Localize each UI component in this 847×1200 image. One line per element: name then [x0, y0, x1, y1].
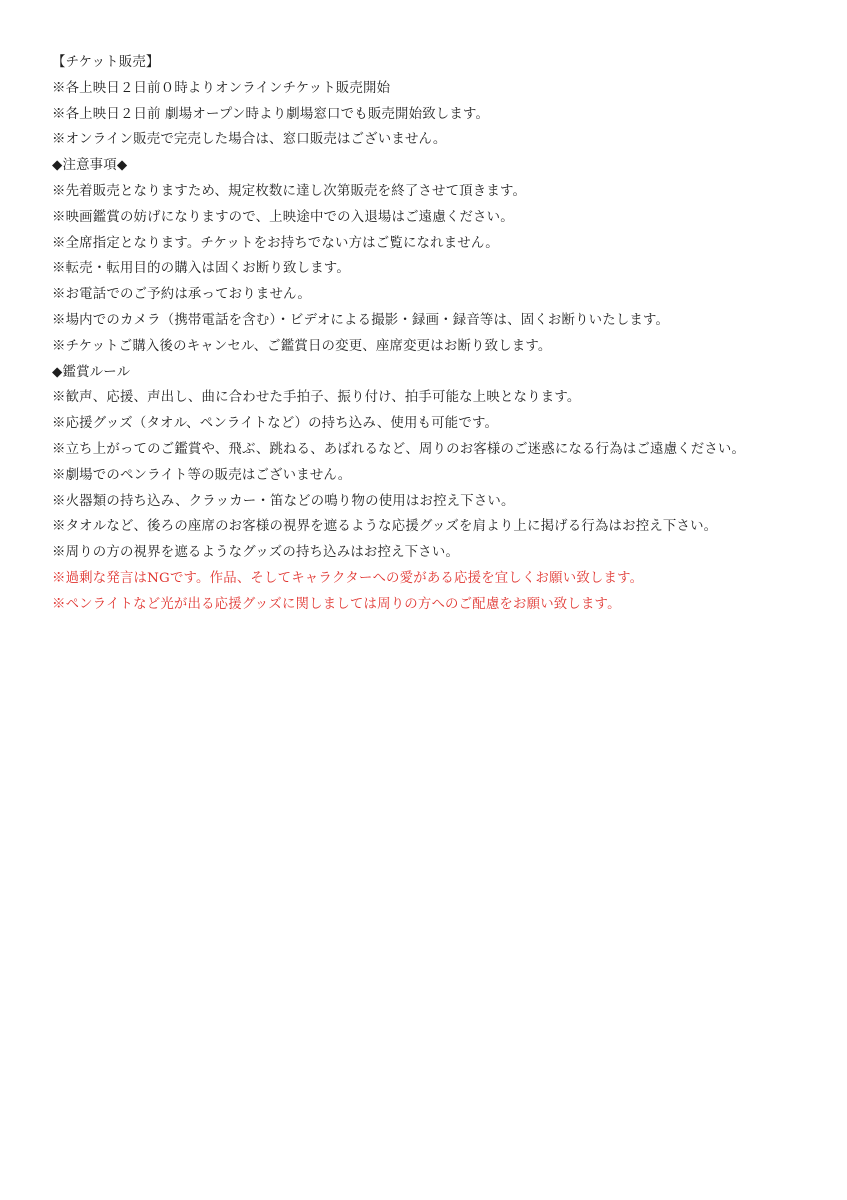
rule-line: ※周りの方の視界を遮るようなグッズの持ち込みはお控え下さい。: [52, 545, 460, 561]
notice-text: [52, 50, 800, 618]
rule-line: ※応援グッズ（タオル、ペンライトなど）の持ち込み、使用も可能です。: [52, 416, 499, 432]
rules-heading: ◆鑑賞ルール: [52, 364, 131, 380]
notes-heading: ◆注意事項◆: [52, 158, 128, 174]
ticket-sales-heading: 【チケット販売】: [52, 55, 160, 70]
note-line: ※チケットご購入後のキャンセル、ご鑑賞日の変更、座席変更はお断り致します。: [52, 338, 552, 354]
rule-line: ※劇場でのペンライト等の販売はございません。: [52, 467, 352, 483]
note-line: ※映画鑑賞の妨げになりますので、上映途中での入退場はご遠慮ください。: [52, 209, 514, 225]
ticket-line: ※各上映日２日前０時よりオンラインチケット販売開始: [52, 80, 391, 96]
rule-line: ※タオルなど、後ろの座席のお客様の視界を遮るような応援グッズを肩より上に掲げる行為はお控え下さい。: [52, 519, 718, 535]
rule-line: ※火器類の持ち込み、クラッカー・笛などの鳴り物の使用はお控え下さい。: [52, 493, 515, 509]
rule-line: ※歓声、応援、声出し、曲に合わせた手拍子、振り付け、拍手可能な上映となります。: [52, 390, 581, 406]
note-line: ※転売・転用目的の購入は固くお断り致します。: [52, 261, 350, 277]
note-line: ※場内でのカメラ（携帯電話を含む）・ビデオによる撮影・録画・録音等は、固くお断りいたします。: [52, 312, 670, 328]
rule-line: ※立ち上がってのご鑑賞や、飛ぶ、跳ねる、あばれるなど、周りのお客様のご迷惑になる行為はご遠慮ください。: [52, 441, 746, 457]
emphasis-line: ※過剰な発言はNGです。作品、そしてキャラクターへの愛がある応援を宜しくお願い致します。: [52, 570, 644, 586]
ticket-line: ※オンライン販売で完売した場合は、窓口販売はございません。: [52, 132, 447, 148]
note-line: ※全席指定となります。チケットをお持ちでない方はご覧になれません。: [52, 235, 499, 251]
note-line: ※先着販売となりますため、規定枚数に達し次第販売を終了させて頂きます。: [52, 183, 527, 199]
emphasis-line: ※ペンライトなど光が出る応援グッズに関しましては周りの方へのご配慮をお願い致します。: [52, 596, 621, 612]
note-line: ※お電話でのご予約は承っておりません。: [52, 287, 312, 303]
ticket-line: ※各上映日２日前 劇場オープン時より劇場窓口でも販売開始致します。: [52, 106, 490, 122]
